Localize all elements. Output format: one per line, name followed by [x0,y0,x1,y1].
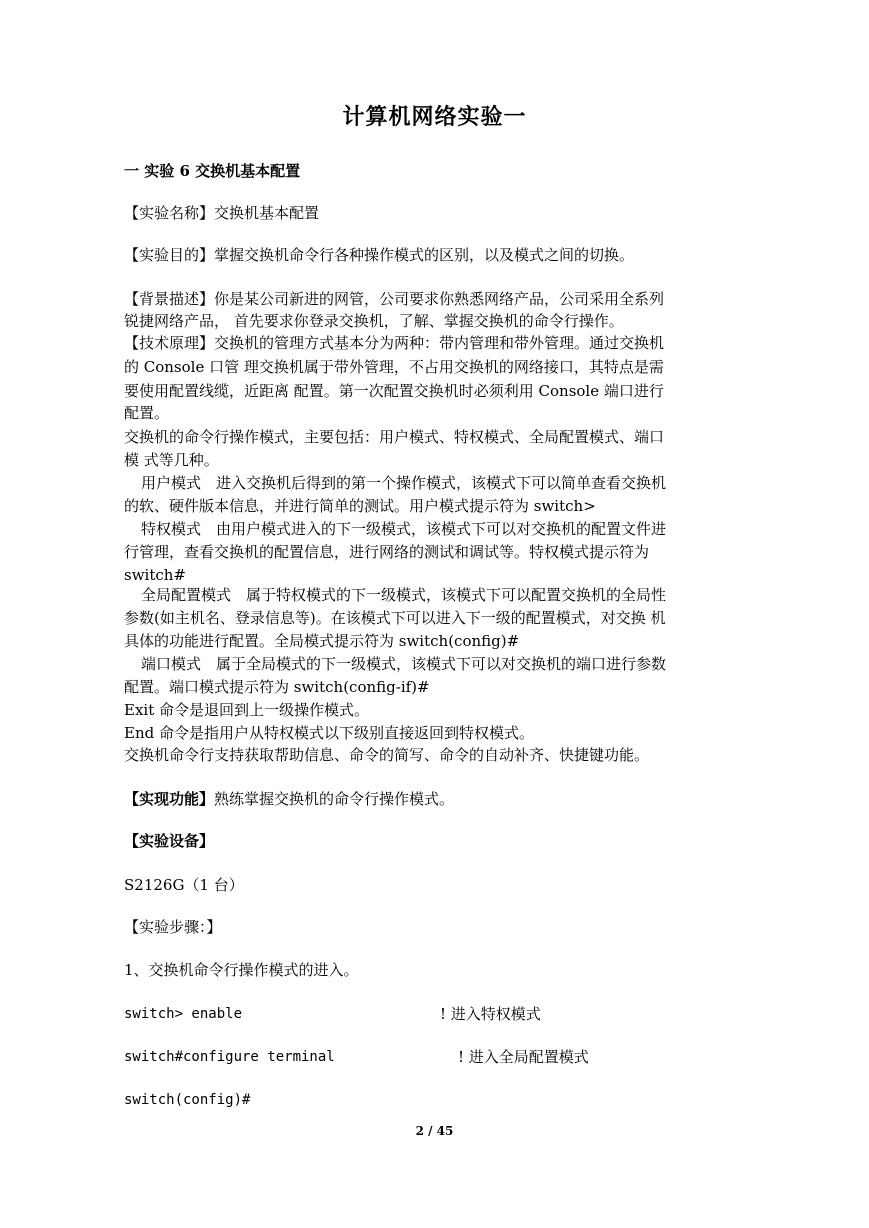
priv-mode-line-3: switch# [124,566,186,584]
principle-line-4: 配置。 [124,404,170,422]
equipment-item: S2126G（1 台） [124,876,244,894]
experiment-name-label: 【实验名称】 [124,204,215,222]
section-heading: 一 实验 6 交换机基本配置 [124,162,301,180]
cli-support-note: 交换机命令行支持获取帮助信息、命令的简写、命令的自动补齐、快捷键功能。 [124,746,650,764]
experiment-purpose [124,244,759,266]
command-line-2: switch#configure terminal [124,1049,335,1065]
background-text-1: 你是某公司新进的网管，公司要求你熟悉网络产品，公司采用全系列 [214,290,665,308]
command-line-1: switch> enable [124,1006,243,1022]
principle-line-3: 要使用配置线缆，近距离 配置。第一次配置交换机时必须利用 Console 端口进行 [124,382,664,400]
global-mode-line-3: 具体的功能进行配置。全局模式提示符为 switch(config)# [124,632,520,650]
principle-line-1 [124,332,759,354]
global-mode-line-1: 全局配置模式 属于特权模式的下一级模式，该模式下可以配置交换机的全局性 [141,586,667,604]
user-mode-line-2: 的软、硬件版本信息，并进行简单的测试。用户模式提示符为 switch> [124,497,596,515]
command-comment-1: ! 进入特权模式 [440,1005,541,1023]
equipment-label: 【实验设备】 [124,832,215,850]
command-comment-2: ! 进入全局配置模式 [458,1048,589,1066]
background-label: 【背景描述】 [124,290,215,308]
global-mode-line-2: 参数(如主机名、登录信息等)。在该模式下可以进入下一级的配置模式，对交换 机 [124,609,666,627]
port-mode-line-2: 配置。端口模式提示符为 switch(config-if)# [124,678,430,696]
port-mode-line-1: 端口模式 属于全局模式的下一级模式，该模式下可以对交换机的端口进行参数 [141,655,667,673]
experiment-purpose-text: 掌握交换机命令行各种操作模式的区别，以及模式之间的切换。 [214,246,635,264]
page-number: 2 / 45 [415,1124,454,1138]
background-line-2: 锐捷网络产品， 首先要求你登录交换机，了解、掌握交换机的命令行操作。 [124,312,624,330]
end-command-note: End 命令是指用户从特权模式以下级别直接返回到特权模式。 [124,724,534,742]
principle-text-1: 交换机的管理方式基本分为两种：带内管理和带外管理。通过交换机 [214,334,665,352]
experiment-name-text: 交换机基本配置 [214,204,320,222]
step-1: 1、交换机命令行操作模式的进入。 [124,961,359,979]
function-label: 【实现功能】 [124,790,215,808]
exit-command-note: Exit 命令是退回到上一级操作模式。 [124,701,370,719]
function-text: 熟练掌握交换机的命令行操作模式。 [214,790,455,808]
page-title: 计算机网络实验一 [342,104,527,130]
background-line-1 [124,288,759,310]
function-line [124,788,759,810]
modes-intro-line-2: 模 式等几种。 [124,451,219,469]
modes-intro-line-1: 交换机的命令行操作模式，主要包括：用户模式、特权模式、全局配置模式、端口 [124,428,665,446]
experiment-name [124,202,759,224]
steps-label: 【实验步骤：】 [124,918,222,936]
experiment-purpose-label: 【实验目的】 [124,246,215,264]
principle-label: 【技术原理】 [124,334,215,352]
command-line-3: switch(config)# [124,1092,251,1108]
user-mode-line-1: 用户模式 进入交换机后得到的第一个操作模式，该模式下可以简单查看交换机 [141,474,667,492]
priv-mode-line-2: 行管理，查看交换机的配置信息，进行网络的测试和调试等。特权模式提示符为 [124,543,650,561]
priv-mode-line-1: 特权模式 由用户模式进入的下一级模式，该模式下可以对交换机的配置文件进 [141,520,667,538]
principle-line-2: 的 Console 口管 理交换机属于带外管理，不占用交换机的网络接口，其特点是需 [124,358,664,376]
